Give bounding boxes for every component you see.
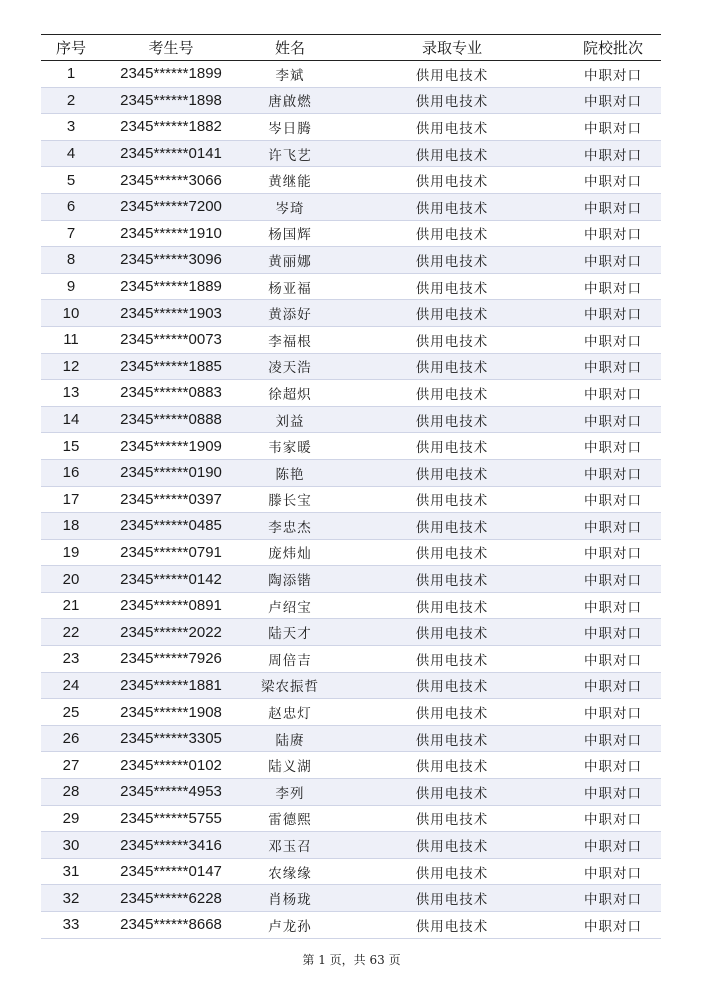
- cell-major: 供用电技术: [339, 114, 565, 141]
- table-row: [41, 459, 661, 486]
- cell-exam-number: 2345******5755: [101, 805, 241, 832]
- cell-name: 卢龙孙: [241, 912, 339, 939]
- cell-serial-number: 13: [41, 380, 101, 407]
- cell-batch: 中职对口: [565, 273, 661, 300]
- cell-batch: 中职对口: [565, 672, 661, 699]
- table-row: [41, 832, 661, 859]
- cell-exam-number: 2345******1908: [101, 699, 241, 726]
- cell-major: 供用电技术: [339, 406, 565, 433]
- cell-major: 供用电技术: [339, 725, 565, 752]
- table-row: [41, 167, 661, 194]
- table-row: [41, 380, 661, 407]
- table-row: [41, 805, 661, 832]
- cell-serial-number: 24: [41, 672, 101, 699]
- cell-major: 供用电技术: [339, 885, 565, 912]
- cell-name: 岑日腾: [241, 114, 339, 141]
- cell-batch: 中职对口: [565, 220, 661, 247]
- cell-serial-number: 31: [41, 858, 101, 885]
- cell-major: 供用电技术: [339, 459, 565, 486]
- cell-exam-number: 2345******0891: [101, 592, 241, 619]
- cell-name: 梁农振哲: [241, 672, 339, 699]
- cell-serial-number: 12: [41, 353, 101, 380]
- table-row: [41, 513, 661, 540]
- cell-name: 黄继能: [241, 167, 339, 194]
- cell-serial-number: 8: [41, 247, 101, 274]
- cell-batch: 中职对口: [565, 247, 661, 274]
- cell-major: 供用电技术: [339, 513, 565, 540]
- cell-batch: 中职对口: [565, 619, 661, 646]
- table-row: [41, 486, 661, 513]
- cell-batch: 中职对口: [565, 699, 661, 726]
- cell-name: 陶添锴: [241, 566, 339, 593]
- cell-exam-number: 2345******0791: [101, 539, 241, 566]
- cell-major: 供用电技术: [339, 752, 565, 779]
- table-row: [41, 592, 661, 619]
- header-major: 录取专业: [339, 35, 565, 61]
- cell-batch: 中职对口: [565, 140, 661, 167]
- table-row: [41, 752, 661, 779]
- table-row: [41, 779, 661, 806]
- cell-exam-number: 2345******4953: [101, 779, 241, 806]
- cell-batch: 中职对口: [565, 406, 661, 433]
- cell-batch: 中职对口: [565, 326, 661, 353]
- cell-name: 唐啟燃: [241, 87, 339, 114]
- cell-batch: 中职对口: [565, 805, 661, 832]
- cell-exam-number: 2345******1899: [101, 61, 241, 88]
- cell-major: 供用电技术: [339, 167, 565, 194]
- table-row: [41, 114, 661, 141]
- cell-serial-number: 20: [41, 566, 101, 593]
- cell-serial-number: 11: [41, 326, 101, 353]
- cell-major: 供用电技术: [339, 220, 565, 247]
- cell-serial-number: 26: [41, 725, 101, 752]
- cell-major: 供用电技术: [339, 619, 565, 646]
- cell-batch: 中职对口: [565, 433, 661, 460]
- cell-name: 陈艳: [241, 459, 339, 486]
- table-row: [41, 885, 661, 912]
- cell-exam-number: 2345******1898: [101, 87, 241, 114]
- table-row: [41, 87, 661, 114]
- cell-major: 供用电技术: [339, 672, 565, 699]
- cell-batch: 中职对口: [565, 513, 661, 540]
- cell-serial-number: 4: [41, 140, 101, 167]
- cell-exam-number: 2345******0485: [101, 513, 241, 540]
- cell-batch: 中职对口: [565, 193, 661, 220]
- cell-exam-number: 2345******0888: [101, 406, 241, 433]
- cell-serial-number: 7: [41, 220, 101, 247]
- cell-exam-number: 2345******7926: [101, 646, 241, 673]
- cell-name: 邓玉召: [241, 832, 339, 859]
- cell-serial-number: 2: [41, 87, 101, 114]
- cell-batch: 中职对口: [565, 87, 661, 114]
- cell-batch: 中职对口: [565, 300, 661, 327]
- header-batch: 院校批次: [565, 35, 661, 61]
- cell-major: 供用电技术: [339, 699, 565, 726]
- cell-major: 供用电技术: [339, 486, 565, 513]
- cell-serial-number: 22: [41, 619, 101, 646]
- cell-name: 赵忠灯: [241, 699, 339, 726]
- cell-major: 供用电技术: [339, 858, 565, 885]
- cell-exam-number: 2345******1910: [101, 220, 241, 247]
- table-body: [41, 61, 661, 939]
- cell-serial-number: 14: [41, 406, 101, 433]
- table-row: [41, 220, 661, 247]
- cell-name: 杨亚福: [241, 273, 339, 300]
- cell-major: 供用电技术: [339, 193, 565, 220]
- cell-serial-number: 10: [41, 300, 101, 327]
- cell-major: 供用电技术: [339, 433, 565, 460]
- cell-major: 供用电技术: [339, 140, 565, 167]
- cell-serial-number: 1: [41, 61, 101, 88]
- cell-exam-number: 2345******3066: [101, 167, 241, 194]
- cell-name: 卢绍宝: [241, 592, 339, 619]
- cell-name: 刘益: [241, 406, 339, 433]
- cell-exam-number: 2345******0073: [101, 326, 241, 353]
- table-header: [41, 35, 661, 61]
- cell-exam-number: 2345******0142: [101, 566, 241, 593]
- cell-major: 供用电技术: [339, 300, 565, 327]
- page-footer: 第 1 页，共 63 页: [302, 953, 401, 967]
- cell-serial-number: 25: [41, 699, 101, 726]
- cell-exam-number: 2345******0147: [101, 858, 241, 885]
- admission-table-container: [41, 34, 661, 939]
- cell-name: 岑琦: [241, 193, 339, 220]
- cell-serial-number: 33: [41, 912, 101, 939]
- cell-name: 陆义湖: [241, 752, 339, 779]
- cell-major: 供用电技术: [339, 566, 565, 593]
- cell-serial-number: 9: [41, 273, 101, 300]
- table-row: [41, 539, 661, 566]
- cell-serial-number: 23: [41, 646, 101, 673]
- admission-table: [41, 34, 661, 939]
- cell-exam-number: 2345******3416: [101, 832, 241, 859]
- cell-serial-number: 3: [41, 114, 101, 141]
- cell-exam-number: 2345******8668: [101, 912, 241, 939]
- cell-batch: 中职对口: [565, 61, 661, 88]
- cell-name: 李列: [241, 779, 339, 806]
- table-row: [41, 140, 661, 167]
- cell-batch: 中职对口: [565, 912, 661, 939]
- cell-name: 陆天才: [241, 619, 339, 646]
- cell-major: 供用电技术: [339, 912, 565, 939]
- cell-serial-number: 29: [41, 805, 101, 832]
- cell-serial-number: 32: [41, 885, 101, 912]
- cell-serial-number: 19: [41, 539, 101, 566]
- cell-name: 杨国辉: [241, 220, 339, 247]
- cell-name: 许飞艺: [241, 140, 339, 167]
- cell-exam-number: 2345******7200: [101, 193, 241, 220]
- cell-major: 供用电技术: [339, 646, 565, 673]
- table-row: [41, 326, 661, 353]
- cell-batch: 中职对口: [565, 459, 661, 486]
- cell-major: 供用电技术: [339, 592, 565, 619]
- cell-major: 供用电技术: [339, 61, 565, 88]
- cell-exam-number: 2345******0102: [101, 752, 241, 779]
- cell-batch: 中职对口: [565, 592, 661, 619]
- cell-name: 陆赓: [241, 725, 339, 752]
- header-row: [41, 35, 661, 61]
- header-name: 姓名: [241, 35, 339, 61]
- table-row: [41, 193, 661, 220]
- cell-exam-number: 2345******0397: [101, 486, 241, 513]
- cell-major: 供用电技术: [339, 353, 565, 380]
- table-row: [41, 566, 661, 593]
- cell-exam-number: 2345******2022: [101, 619, 241, 646]
- cell-name: 李忠杰: [241, 513, 339, 540]
- cell-batch: 中职对口: [565, 885, 661, 912]
- cell-serial-number: 27: [41, 752, 101, 779]
- cell-name: 肖杨珑: [241, 885, 339, 912]
- cell-exam-number: 2345******0883: [101, 380, 241, 407]
- cell-serial-number: 30: [41, 832, 101, 859]
- cell-serial-number: 5: [41, 167, 101, 194]
- cell-batch: 中职对口: [565, 832, 661, 859]
- table-row: [41, 406, 661, 433]
- table-row: [41, 619, 661, 646]
- cell-major: 供用电技术: [339, 273, 565, 300]
- cell-major: 供用电技术: [339, 539, 565, 566]
- cell-serial-number: 17: [41, 486, 101, 513]
- cell-batch: 中职对口: [565, 858, 661, 885]
- cell-batch: 中职对口: [565, 114, 661, 141]
- cell-batch: 中职对口: [565, 752, 661, 779]
- cell-name: 韦家暖: [241, 433, 339, 460]
- cell-major: 供用电技术: [339, 326, 565, 353]
- cell-batch: 中职对口: [565, 566, 661, 593]
- cell-exam-number: 2345******1885: [101, 353, 241, 380]
- cell-name: 黄丽娜: [241, 247, 339, 274]
- cell-major: 供用电技术: [339, 805, 565, 832]
- table-row: [41, 61, 661, 88]
- cell-exam-number: 2345******0190: [101, 459, 241, 486]
- table-row: [41, 646, 661, 673]
- cell-batch: 中职对口: [565, 380, 661, 407]
- cell-major: 供用电技术: [339, 87, 565, 114]
- table-row: [41, 433, 661, 460]
- cell-name: 徐超炽: [241, 380, 339, 407]
- cell-exam-number: 2345******1909: [101, 433, 241, 460]
- cell-name: 凌天浩: [241, 353, 339, 380]
- table-row: [41, 353, 661, 380]
- table-row: [41, 858, 661, 885]
- cell-major: 供用电技术: [339, 832, 565, 859]
- cell-exam-number: 2345******1881: [101, 672, 241, 699]
- cell-serial-number: 15: [41, 433, 101, 460]
- cell-serial-number: 16: [41, 459, 101, 486]
- cell-exam-number: 2345******0141: [101, 140, 241, 167]
- cell-exam-number: 2345******1889: [101, 273, 241, 300]
- cell-name: 雷德熙: [241, 805, 339, 832]
- cell-major: 供用电技术: [339, 779, 565, 806]
- cell-batch: 中职对口: [565, 539, 661, 566]
- cell-batch: 中职对口: [565, 167, 661, 194]
- cell-exam-number: 2345******3096: [101, 247, 241, 274]
- cell-serial-number: 28: [41, 779, 101, 806]
- cell-name: 李斌: [241, 61, 339, 88]
- cell-major: 供用电技术: [339, 247, 565, 274]
- cell-name: 庞炜灿: [241, 539, 339, 566]
- cell-name: 周倍吉: [241, 646, 339, 673]
- cell-name: 黄添好: [241, 300, 339, 327]
- header-serial-number: 序号: [41, 35, 101, 61]
- cell-serial-number: 21: [41, 592, 101, 619]
- cell-batch: 中职对口: [565, 353, 661, 380]
- table-row: [41, 273, 661, 300]
- cell-serial-number: 6: [41, 193, 101, 220]
- cell-serial-number: 18: [41, 513, 101, 540]
- header-exam-number: 考生号: [101, 35, 241, 61]
- cell-exam-number: 2345******1882: [101, 114, 241, 141]
- cell-batch: 中职对口: [565, 725, 661, 752]
- cell-exam-number: 2345******3305: [101, 725, 241, 752]
- table-row: [41, 699, 661, 726]
- table-row: [41, 912, 661, 939]
- cell-batch: 中职对口: [565, 486, 661, 513]
- cell-batch: 中职对口: [565, 779, 661, 806]
- cell-exam-number: 2345******1903: [101, 300, 241, 327]
- table-row: [41, 725, 661, 752]
- cell-name: 农缘缘: [241, 858, 339, 885]
- table-row: [41, 247, 661, 274]
- cell-exam-number: 2345******6228: [101, 885, 241, 912]
- cell-major: 供用电技术: [339, 380, 565, 407]
- cell-batch: 中职对口: [565, 646, 661, 673]
- cell-name: 李福根: [241, 326, 339, 353]
- cell-name: 滕长宝: [241, 486, 339, 513]
- table-row: [41, 300, 661, 327]
- table-row: [41, 672, 661, 699]
